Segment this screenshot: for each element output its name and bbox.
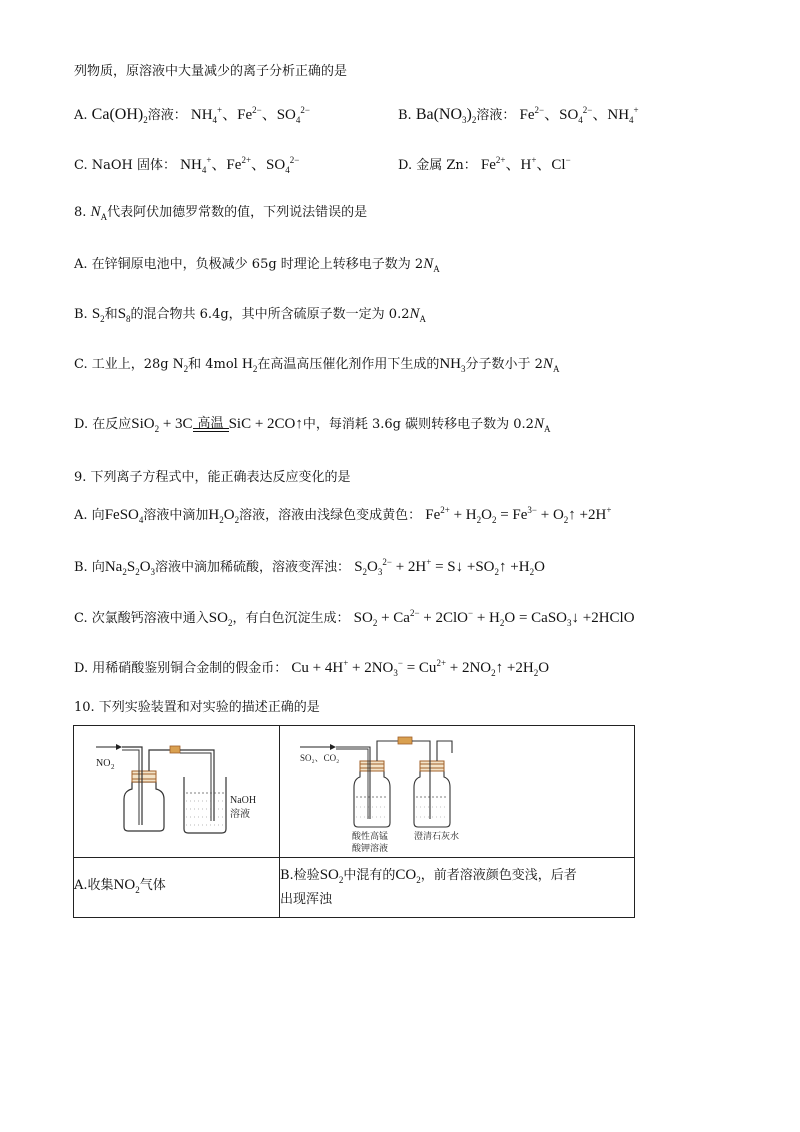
q7-option-c: C. NaOH 固体： $NH_4^+$、$Fe^{2+}$、$SO_4^{2-}$ [74, 155, 300, 175]
condition-text: 高温 [197, 416, 224, 431]
reaction-condition [193, 416, 229, 439]
q7-option-b: B. $Ba(NO_3)_2$溶液： $Fe^{2-}$、$SO_4^{2-}$、$NH_4^+$ [398, 105, 639, 126]
q8-option-d: D. 在反应SiO$_2$ + 3C 高温 SiC + 2CO↑中，每消耗 3.6g 碳则转移电子数为 $0.2N_A$ [74, 414, 550, 439]
q8-stem: 8. $N_A$代表阿伏加德罗常数的值，下列说法错误的是 [74, 204, 368, 222]
option-label: B. [74, 560, 88, 575]
caption-text: ，前者溶液颜色变浅，后者 [420, 868, 577, 883]
option-text: 向 [91, 560, 105, 575]
q10-figure-b-cell [280, 726, 635, 858]
q10-stem: 10. 下列实验装置和对实验的描述正确的是 [74, 700, 320, 715]
q7-option-d: D. 金属 Zn： $Fe^{2+}$、H+、Cl− [398, 155, 571, 173]
option-label: B. [74, 307, 88, 322]
svg-text:酸性高锰: 酸性高锰 [352, 830, 389, 841]
option-label: C. [74, 158, 88, 173]
q9-option-b: B. 向$Na_2S_2O_3$溶液中滴加稀硫酸，溶液变浑浊： $S_2O_3^{2-} + 2H^+$ = S↓ $+SO_2↑ +H_2O$ [74, 557, 545, 577]
option-text: 金属 Zn： [416, 158, 477, 173]
option-text: 次氯酸钙溶液中通入 [91, 611, 209, 626]
q7-option-a: A. $Ca(OH)_2$溶液： $NH_4^+$、$Fe^{2-}$、$SO_4^{2-}$ [74, 105, 310, 126]
option-label: A. [74, 508, 88, 523]
option-text: 向 [91, 508, 105, 523]
caption-text: 出现浑浊 [280, 892, 333, 907]
gas-collection-apparatus-figure [74, 727, 279, 857]
q9-option-a: A. 向FeSO$_4$溶液中滴加$H_2O_2$溶液，溶液由浅绿色变成黄色： $Fe^{2+} + H_2O_2 = Fe^{3-}$ + $O_2↑ +2H^+$ [74, 505, 612, 525]
q9-option-c: C. 次氯酸钙溶液中通入$SO_2$，有白色沉淀生成： $SO_2 + Ca^{2-} + 2ClO^- + H_2O$ = CaSO$_3$↓ +2HClO [74, 608, 635, 628]
svg-text:溶液: 溶液 [230, 808, 250, 820]
q8-option-c: C. 工业上，28g $N_2$和 4mol $H_2$在高温高压催化剂作用下生成的$NH_3$分子数小于 $2N_A$ [74, 356, 560, 374]
q8-option-a: A. 在锌铜原电池中，负极减少 65g 时理论上转移电子数为 $2N_A$ [74, 256, 440, 274]
q10-caption-a: A.收集$NO_2$气体 [74, 858, 280, 918]
q7-stem-tail: 列物质，原溶液中大量减少的离子分析正确的是 [74, 64, 348, 79]
option-text: 溶液： [476, 108, 516, 123]
svg-text:NO: NO [96, 757, 111, 769]
svg-text:2: 2 [111, 762, 115, 771]
option-text: 和 4mol [188, 357, 238, 372]
option-text: 在锌铜原电池中，负极减少 65g 时理论上转移电子数为 2 [91, 257, 424, 272]
option-text: NaOH 固体： [91, 158, 177, 173]
option-text: 分子数小于 2 [465, 357, 543, 372]
option-label: C. [74, 357, 88, 372]
option-label: D. [74, 661, 89, 676]
svg-text:酸钾溶液: 酸钾溶液 [352, 842, 389, 853]
caption-text: A.收集 [74, 878, 114, 893]
caption-text: 气体 [139, 878, 166, 893]
option-label: A. [74, 257, 88, 272]
q10-table [73, 725, 635, 918]
option-text: 在反应 [92, 417, 132, 432]
option-text: 的混合物共 6.4g，其中所含硫原子数一定为 0.2 [130, 307, 410, 322]
option-text: 溶液中滴加稀硫酸，溶液变浑浊： [155, 560, 351, 575]
option-text: 溶液中滴加 [143, 508, 209, 523]
option-text: 溶液，溶液由浅绿色变成黄色： [239, 508, 422, 523]
option-label: C. [74, 611, 88, 626]
gas-test-apparatus-figure [280, 727, 634, 857]
svg-text:澄清石灰水: 澄清石灰水 [414, 830, 460, 841]
option-label: D. [398, 158, 413, 173]
q9-stem: 9. 下列离子方程式中，能正确表达反应变化的是 [74, 470, 351, 485]
option-text: 用稀硝酸鉴别铜合金制的假金币： [92, 661, 288, 676]
option-label: A. [74, 108, 88, 123]
caption-text: 中混有的 [343, 868, 396, 883]
question-text: 代表阿伏加德罗常数的值，下列说法错误的是 [107, 205, 368, 220]
svg-text:SO₂、CO₂: SO₂、CO₂ [300, 752, 340, 763]
option-label: B. [398, 108, 412, 123]
option-text: 工业上，28g [91, 357, 169, 372]
option-label: D. [74, 417, 89, 432]
q10-figure-a-cell [74, 726, 280, 858]
q8-option-b: B. $S_2$和$S_8$的混合物共 6.4g，其中所含硫原子数一定为 $0.2N_A$ [74, 306, 426, 324]
option-text: 和 [104, 307, 118, 322]
q9-option-d: D. 用稀硝酸鉴别铜合金制的假金币： $Cu + 4H^+ + 2NO_3^- = Cu^{2+}$ + $2NO_2↑ +2H_2O$ [74, 658, 550, 678]
svg-text:NaOH: NaOH [230, 794, 257, 806]
caption-text: B.检验 [280, 868, 320, 883]
option-text: ，有白色沉淀生成： [232, 611, 350, 626]
question-number: 8. [74, 205, 87, 220]
option-text: 在高温高压催化剂作用下生成的 [257, 357, 440, 372]
q10-caption-b: B.检验$SO_2$中混有的$CO_2$，前者溶液颜色变浅，后者 出现浑浊 [280, 858, 635, 918]
option-text: 溶液： [147, 108, 187, 123]
option-text: 中，每消耗 3.6g 碳则转移电子数为 0.2 [302, 417, 534, 432]
